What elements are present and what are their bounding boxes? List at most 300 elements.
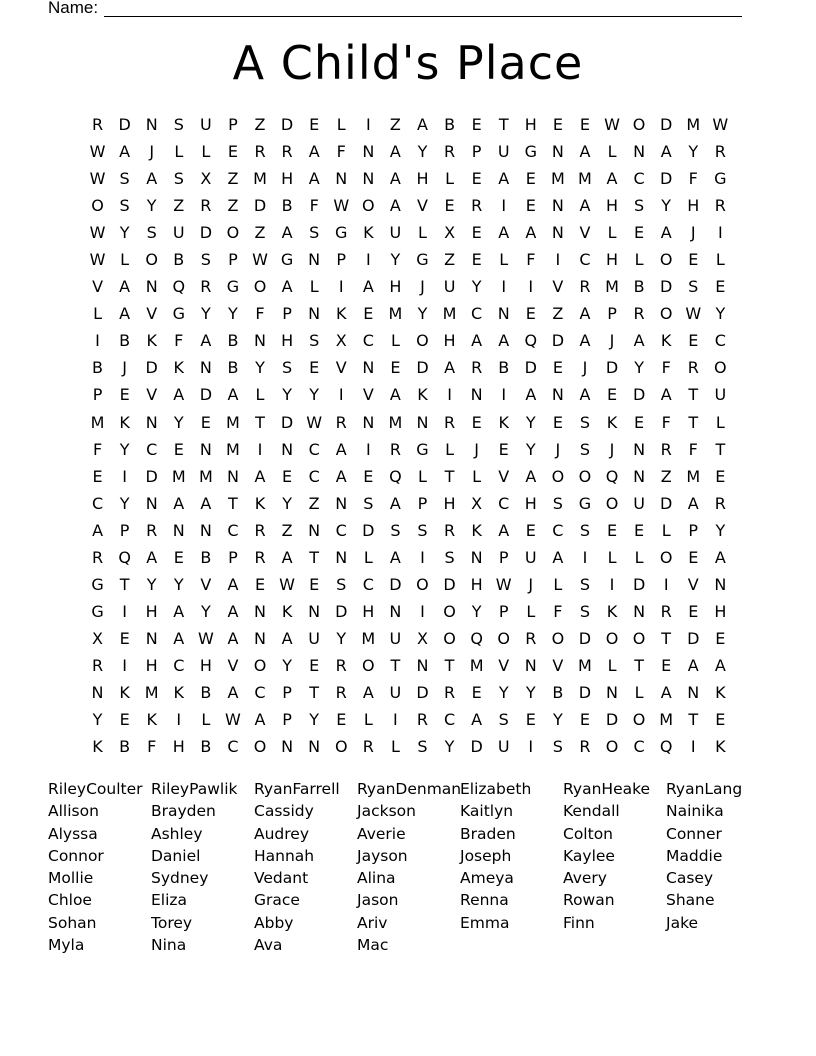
grid-letter[interactable]: N: [172, 520, 185, 540]
grid-letter[interactable]: L: [607, 142, 617, 162]
grid-letter[interactable]: S: [390, 520, 401, 540]
grid-letter[interactable]: O: [416, 574, 429, 594]
grid-letter[interactable]: D: [199, 385, 213, 405]
grid-letter[interactable]: E: [525, 710, 536, 730]
grid-letter[interactable]: O: [145, 250, 158, 270]
grid-letter[interactable]: Y: [200, 304, 211, 324]
grid-letter[interactable]: F: [661, 412, 671, 432]
grid-letter[interactable]: A: [335, 466, 347, 486]
grid-letter[interactable]: F: [147, 737, 157, 757]
grid-letter[interactable]: Y: [688, 142, 699, 162]
grid-letter[interactable]: O: [362, 196, 375, 216]
grid-letter[interactable]: L: [445, 439, 455, 459]
grid-letter[interactable]: A: [714, 547, 726, 567]
grid-letter[interactable]: X: [471, 493, 483, 513]
grid-letter[interactable]: W: [89, 223, 106, 243]
grid-letter[interactable]: A: [444, 358, 456, 378]
grid-letter[interactable]: A: [281, 223, 293, 243]
grid-letter[interactable]: E: [471, 223, 482, 243]
grid-letter[interactable]: G: [578, 493, 592, 513]
grid-letter[interactable]: Z: [660, 466, 672, 486]
grid-letter[interactable]: Y: [525, 439, 536, 459]
grid-letter[interactable]: E: [309, 574, 320, 594]
grid-letter[interactable]: T: [444, 655, 455, 675]
grid-letter[interactable]: G: [416, 250, 429, 270]
grid-letter[interactable]: W: [225, 710, 241, 730]
grid-letter[interactable]: I: [365, 115, 371, 134]
grid-letter[interactable]: W: [279, 574, 295, 594]
grid-letter[interactable]: C: [498, 493, 510, 513]
grid-letter[interactable]: N: [470, 385, 483, 405]
grid-letter[interactable]: Y: [498, 682, 509, 702]
grid-letter[interactable]: A: [227, 601, 239, 621]
grid-letter[interactable]: I: [555, 250, 561, 270]
grid-letter[interactable]: N: [362, 169, 375, 189]
grid-letter[interactable]: E: [661, 655, 672, 675]
grid-letter[interactable]: R: [200, 196, 212, 216]
grid-letter[interactable]: V: [687, 574, 699, 594]
grid-letter[interactable]: M: [361, 628, 376, 648]
grid-letter[interactable]: T: [119, 574, 130, 594]
grid-letter[interactable]: A: [308, 169, 320, 189]
grid-letter[interactable]: M: [686, 466, 701, 486]
grid-letter[interactable]: A: [579, 142, 591, 162]
grid-letter[interactable]: D: [687, 628, 700, 648]
grid-letter[interactable]: T: [688, 385, 699, 405]
grid-letter[interactable]: A: [119, 277, 131, 297]
grid-letter[interactable]: O: [632, 628, 646, 648]
grid-letter[interactable]: E: [119, 710, 130, 730]
grid-letter[interactable]: N: [551, 385, 564, 405]
grid-letter[interactable]: L: [309, 277, 319, 297]
grid-letter[interactable]: S: [498, 710, 509, 730]
grid-letter[interactable]: J: [420, 277, 425, 297]
grid-letter[interactable]: Q: [605, 466, 619, 486]
grid-letter[interactable]: O: [605, 493, 619, 513]
grid-letter[interactable]: E: [606, 520, 618, 540]
grid-letter[interactable]: E: [309, 358, 320, 378]
grid-letter[interactable]: K: [606, 412, 618, 432]
grid-letter[interactable]: D: [660, 169, 673, 189]
grid-letter[interactable]: A: [714, 655, 726, 675]
grid-letter[interactable]: C: [633, 169, 645, 189]
grid-letter[interactable]: V: [552, 277, 564, 297]
grid-letter[interactable]: S: [552, 493, 563, 513]
grid-letter[interactable]: V: [498, 655, 510, 675]
grid-letter[interactable]: K: [498, 412, 509, 432]
grid-letter[interactable]: Z: [281, 520, 293, 540]
grid-letter[interactable]: H: [145, 601, 158, 621]
grid-letter[interactable]: N: [606, 682, 618, 702]
grid-letter[interactable]: A: [389, 547, 401, 567]
grid-letter[interactable]: L: [607, 223, 617, 243]
grid-letter[interactable]: D: [145, 358, 158, 378]
grid-letter[interactable]: Y: [282, 493, 292, 513]
grid-letter[interactable]: A: [281, 277, 293, 297]
grid-letter[interactable]: N: [145, 493, 158, 513]
grid-letter[interactable]: D: [660, 493, 673, 513]
grid-letter[interactable]: S: [173, 169, 184, 189]
grid-letter[interactable]: B: [200, 682, 212, 702]
grid-letter[interactable]: C: [362, 331, 374, 351]
grid-letter[interactable]: E: [525, 304, 536, 324]
grid-letter[interactable]: F: [526, 250, 536, 270]
grid-letter[interactable]: X: [92, 628, 104, 648]
grid-letter[interactable]: C: [227, 520, 239, 540]
grid-letter[interactable]: I: [501, 196, 507, 216]
grid-letter[interactable]: Y: [390, 250, 401, 270]
grid-letter[interactable]: B: [498, 358, 510, 378]
grid-letter[interactable]: N: [281, 439, 294, 459]
grid-letter[interactable]: T: [228, 493, 238, 513]
grid-letter[interactable]: A: [633, 331, 645, 351]
grid-letter[interactable]: L: [661, 520, 671, 540]
grid-letter[interactable]: N: [335, 169, 348, 189]
grid-letter[interactable]: E: [525, 196, 536, 216]
grid-letter[interactable]: V: [362, 385, 374, 405]
grid-letter[interactable]: N: [308, 520, 321, 540]
grid-letter[interactable]: N: [281, 737, 294, 757]
grid-letter[interactable]: H: [281, 331, 294, 351]
grid-letter[interactable]: R: [335, 412, 347, 432]
grid-letter[interactable]: M: [578, 655, 592, 675]
grid-letter[interactable]: Y: [119, 439, 130, 459]
grid-letter[interactable]: H: [199, 655, 212, 675]
grid-letter[interactable]: A: [498, 520, 510, 540]
grid-letter[interactable]: N: [199, 520, 212, 540]
grid-letter[interactable]: E: [119, 385, 130, 405]
grid-letter[interactable]: I: [528, 737, 534, 757]
grid-letter[interactable]: J: [122, 358, 127, 378]
grid-letter[interactable]: N: [633, 439, 646, 459]
grid-letter[interactable]: C: [633, 737, 645, 757]
grid-letter[interactable]: F: [553, 601, 563, 621]
grid-letter[interactable]: R: [91, 115, 104, 134]
grid-letter[interactable]: I: [393, 710, 398, 730]
grid-letter[interactable]: N: [145, 412, 158, 432]
grid-letter[interactable]: S: [417, 520, 428, 540]
grid-letter[interactable]: Y: [525, 412, 536, 432]
grid-letter[interactable]: A: [227, 682, 239, 702]
grid-letter[interactable]: K: [335, 304, 347, 324]
grid-letter[interactable]: S: [200, 250, 211, 270]
grid-letter[interactable]: L: [715, 250, 725, 270]
grid-letter[interactable]: A: [579, 196, 591, 216]
grid-letter[interactable]: A: [471, 331, 483, 351]
grid-letter[interactable]: L: [553, 574, 563, 594]
grid-letter[interactable]: C: [146, 439, 158, 459]
grid-letter[interactable]: H: [606, 196, 619, 216]
grid-letter[interactable]: U: [497, 737, 510, 757]
grid-letter[interactable]: E: [471, 115, 482, 134]
grid-letter[interactable]: Y: [173, 574, 184, 594]
grid-letter[interactable]: M: [686, 115, 701, 134]
grid-letter[interactable]: L: [336, 115, 346, 134]
grid-letter[interactable]: V: [146, 304, 158, 324]
grid-letter[interactable]: E: [715, 710, 726, 730]
grid-letter[interactable]: A: [200, 493, 212, 513]
grid-letter[interactable]: U: [443, 277, 456, 297]
grid-letter[interactable]: D: [578, 682, 592, 702]
grid-letter[interactable]: W: [333, 196, 350, 216]
grid-letter[interactable]: R: [335, 682, 347, 702]
grid-letter[interactable]: M: [226, 412, 240, 432]
grid-letter[interactable]: Y: [146, 574, 157, 594]
grid-letter[interactable]: R: [443, 142, 456, 162]
grid-letter[interactable]: K: [173, 358, 185, 378]
grid-letter[interactable]: G: [714, 169, 727, 189]
grid-letter[interactable]: W: [685, 304, 702, 324]
grid-letter[interactable]: A: [687, 493, 699, 513]
grid-letter[interactable]: O: [443, 601, 456, 621]
grid-letter[interactable]: G: [226, 277, 240, 297]
grid-letter[interactable]: U: [172, 223, 185, 243]
grid-letter[interactable]: B: [227, 331, 239, 351]
grid-letter[interactable]: A: [498, 331, 510, 351]
grid-letter[interactable]: P: [119, 520, 130, 540]
grid-letter[interactable]: W: [306, 412, 323, 432]
grid-letter[interactable]: N: [199, 439, 212, 459]
grid-letter[interactable]: T: [688, 412, 699, 432]
grid-letter[interactable]: E: [606, 385, 618, 405]
grid-letter[interactable]: O: [253, 655, 267, 675]
grid-letter[interactable]: R: [579, 277, 591, 297]
grid-letter[interactable]: L: [363, 710, 373, 730]
grid-letter[interactable]: C: [254, 682, 266, 702]
grid-letter[interactable]: L: [390, 737, 400, 757]
grid-letter[interactable]: E: [390, 358, 401, 378]
grid-letter[interactable]: U: [497, 142, 510, 162]
grid-letter[interactable]: A: [389, 493, 401, 513]
grid-letter[interactable]: I: [176, 710, 182, 730]
grid-letter[interactable]: Y: [173, 412, 184, 432]
grid-letter[interactable]: R: [335, 655, 347, 675]
grid-letter[interactable]: E: [119, 628, 130, 648]
grid-letter[interactable]: N: [416, 655, 429, 675]
grid-letter[interactable]: R: [525, 628, 537, 648]
grid-letter[interactable]: M: [469, 655, 484, 675]
grid-letter[interactable]: E: [92, 466, 103, 486]
grid-letter[interactable]: S: [579, 574, 591, 594]
grid-letter[interactable]: D: [443, 574, 456, 594]
grid-letter[interactable]: Q: [389, 466, 402, 486]
grid-letter[interactable]: F: [309, 196, 319, 216]
grid-letter[interactable]: N: [714, 574, 727, 594]
grid-letter[interactable]: O: [714, 358, 727, 378]
grid-letter[interactable]: S: [309, 331, 320, 351]
grid-letter[interactable]: R: [389, 439, 401, 459]
grid-letter[interactable]: C: [552, 520, 564, 540]
grid-letter[interactable]: A: [281, 628, 293, 648]
grid-letter[interactable]: B: [552, 682, 564, 702]
grid-letter[interactable]: K: [606, 601, 618, 621]
grid-letter[interactable]: I: [122, 601, 127, 621]
grid-letter[interactable]: N: [633, 601, 646, 621]
grid-letter[interactable]: T: [390, 655, 401, 675]
grid-letter[interactable]: L: [201, 710, 211, 730]
grid-letter[interactable]: Z: [552, 304, 564, 324]
grid-letter[interactable]: K: [660, 331, 672, 351]
grid-letter[interactable]: Q: [524, 331, 538, 351]
grid-letter[interactable]: Y: [200, 601, 211, 621]
grid-letter[interactable]: X: [335, 331, 347, 351]
grid-letter[interactable]: G: [172, 304, 185, 324]
grid-letter[interactable]: A: [417, 115, 428, 134]
grid-letter[interactable]: A: [173, 601, 185, 621]
grid-letter[interactable]: M: [171, 466, 186, 486]
grid-letter[interactable]: P: [92, 385, 103, 405]
grid-letter[interactable]: P: [282, 710, 292, 730]
grid-letter[interactable]: F: [688, 169, 698, 189]
grid-letter[interactable]: L: [418, 466, 427, 486]
grid-letter[interactable]: E: [579, 115, 590, 134]
grid-letter[interactable]: E: [471, 412, 482, 432]
grid-letter[interactable]: A: [173, 628, 185, 648]
grid-letter[interactable]: B: [119, 331, 131, 351]
grid-letter[interactable]: E: [525, 520, 536, 540]
grid-letter[interactable]: J: [690, 223, 696, 243]
grid-letter[interactable]: R: [579, 737, 591, 757]
grid-letter[interactable]: A: [498, 169, 510, 189]
grid-letter[interactable]: P: [498, 601, 509, 621]
grid-letter[interactable]: O: [632, 710, 646, 730]
grid-letter[interactable]: A: [606, 169, 618, 189]
grid-letter[interactable]: B: [200, 737, 212, 757]
grid-letter[interactable]: L: [390, 331, 400, 351]
grid-letter[interactable]: R: [362, 737, 374, 757]
grid-letter[interactable]: D: [578, 628, 592, 648]
grid-letter[interactable]: A: [173, 385, 185, 405]
grid-letter[interactable]: T: [715, 439, 726, 459]
grid-letter[interactable]: S: [579, 520, 591, 540]
grid-letter[interactable]: Y: [255, 358, 265, 378]
grid-letter[interactable]: S: [579, 412, 591, 432]
grid-letter[interactable]: N: [145, 115, 158, 134]
grid-letter[interactable]: U: [199, 115, 212, 134]
grid-letter[interactable]: L: [120, 250, 130, 270]
grid-letter[interactable]: U: [389, 628, 402, 648]
grid-letter[interactable]: W: [89, 169, 106, 189]
grid-letter[interactable]: Z: [254, 115, 266, 134]
grid-letter[interactable]: I: [420, 547, 425, 567]
grid-letter[interactable]: B: [281, 196, 293, 216]
grid-letter[interactable]: P: [282, 304, 292, 324]
grid-letter[interactable]: S: [309, 223, 320, 243]
grid-letter[interactable]: F: [92, 439, 103, 459]
grid-letter[interactable]: N: [335, 547, 348, 567]
grid-letter[interactable]: M: [226, 439, 240, 459]
grid-letter[interactable]: I: [365, 250, 371, 270]
grid-letter[interactable]: V: [579, 223, 591, 243]
grid-letter[interactable]: E: [336, 710, 347, 730]
grid-letter[interactable]: I: [582, 547, 588, 567]
grid-letter[interactable]: W: [252, 250, 268, 270]
grid-letter[interactable]: E: [363, 466, 374, 486]
grid-letter[interactable]: Y: [228, 304, 238, 324]
grid-letter[interactable]: K: [417, 385, 428, 405]
grid-letter[interactable]: M: [550, 169, 565, 189]
grid-letter[interactable]: I: [122, 655, 127, 675]
grid-letter[interactable]: Z: [389, 115, 401, 134]
grid-letter[interactable]: A: [362, 682, 374, 702]
grid-letter[interactable]: Y: [309, 385, 320, 405]
grid-letter[interactable]: D: [416, 358, 429, 378]
grid-letter[interactable]: O: [497, 628, 510, 648]
grid-letter[interactable]: D: [389, 574, 402, 594]
grid-letter[interactable]: F: [255, 304, 265, 324]
grid-letter[interactable]: K: [146, 710, 157, 730]
grid-letter[interactable]: W: [712, 115, 729, 134]
grid-letter[interactable]: J: [474, 439, 479, 459]
grid-letter[interactable]: E: [688, 331, 699, 351]
grid-letter[interactable]: F: [661, 358, 671, 378]
grid-letter[interactable]: H: [524, 115, 537, 134]
grid-letter[interactable]: Y: [715, 520, 726, 540]
grid-letter[interactable]: K: [715, 682, 726, 702]
grid-letter[interactable]: R: [714, 493, 726, 513]
grid-letter[interactable]: C: [714, 331, 726, 351]
grid-letter[interactable]: K: [173, 682, 185, 702]
grid-letter[interactable]: N: [91, 682, 104, 702]
grid-letter[interactable]: V: [498, 466, 510, 486]
grid-letter[interactable]: L: [255, 385, 265, 405]
grid-letter[interactable]: A: [471, 710, 483, 730]
grid-letter[interactable]: N: [254, 331, 266, 351]
grid-letter[interactable]: A: [660, 682, 672, 702]
grid-letter[interactable]: P: [498, 547, 509, 567]
grid-letter[interactable]: Y: [417, 304, 428, 324]
grid-letter[interactable]: B: [633, 277, 645, 297]
grid-letter[interactable]: N: [551, 223, 564, 243]
grid-letter[interactable]: B: [227, 358, 239, 378]
grid-letter[interactable]: L: [472, 466, 482, 486]
grid-letter[interactable]: T: [444, 466, 455, 486]
grid-letter[interactable]: B: [200, 547, 212, 567]
grid-letter[interactable]: H: [416, 169, 429, 189]
grid-letter[interactable]: E: [715, 466, 726, 486]
grid-letter[interactable]: D: [199, 223, 213, 243]
grid-letter[interactable]: J: [555, 439, 561, 459]
grid-letter[interactable]: K: [363, 223, 374, 243]
grid-letter[interactable]: L: [526, 601, 536, 621]
grid-letter[interactable]: B: [444, 115, 456, 134]
grid-letter[interactable]: H: [714, 601, 727, 621]
grid-letter[interactable]: O: [253, 737, 267, 757]
grid-letter[interactable]: R: [660, 439, 672, 459]
grid-letter[interactable]: A: [200, 331, 212, 351]
grid-letter[interactable]: L: [418, 223, 427, 243]
grid-letter[interactable]: L: [634, 250, 644, 270]
grid-letter[interactable]: E: [715, 277, 726, 297]
grid-letter[interactable]: R: [687, 358, 699, 378]
grid-letter[interactable]: R: [471, 196, 483, 216]
grid-letter[interactable]: A: [146, 169, 158, 189]
grid-letter[interactable]: D: [551, 331, 565, 351]
grid-letter[interactable]: V: [417, 196, 428, 216]
grid-letter[interactable]: A: [254, 710, 266, 730]
grid-letter[interactable]: L: [174, 142, 184, 162]
grid-letter[interactable]: Z: [254, 223, 266, 243]
grid-letter[interactable]: Q: [172, 277, 186, 297]
grid-letter[interactable]: A: [389, 142, 401, 162]
grid-letter[interactable]: R: [91, 547, 104, 567]
grid-letter[interactable]: T: [498, 115, 509, 134]
grid-letter[interactable]: T: [634, 655, 644, 675]
grid-letter[interactable]: P: [417, 493, 428, 513]
grid-letter[interactable]: R: [714, 196, 726, 216]
grid-letter[interactable]: G: [91, 574, 104, 594]
grid-letter[interactable]: C: [335, 520, 347, 540]
